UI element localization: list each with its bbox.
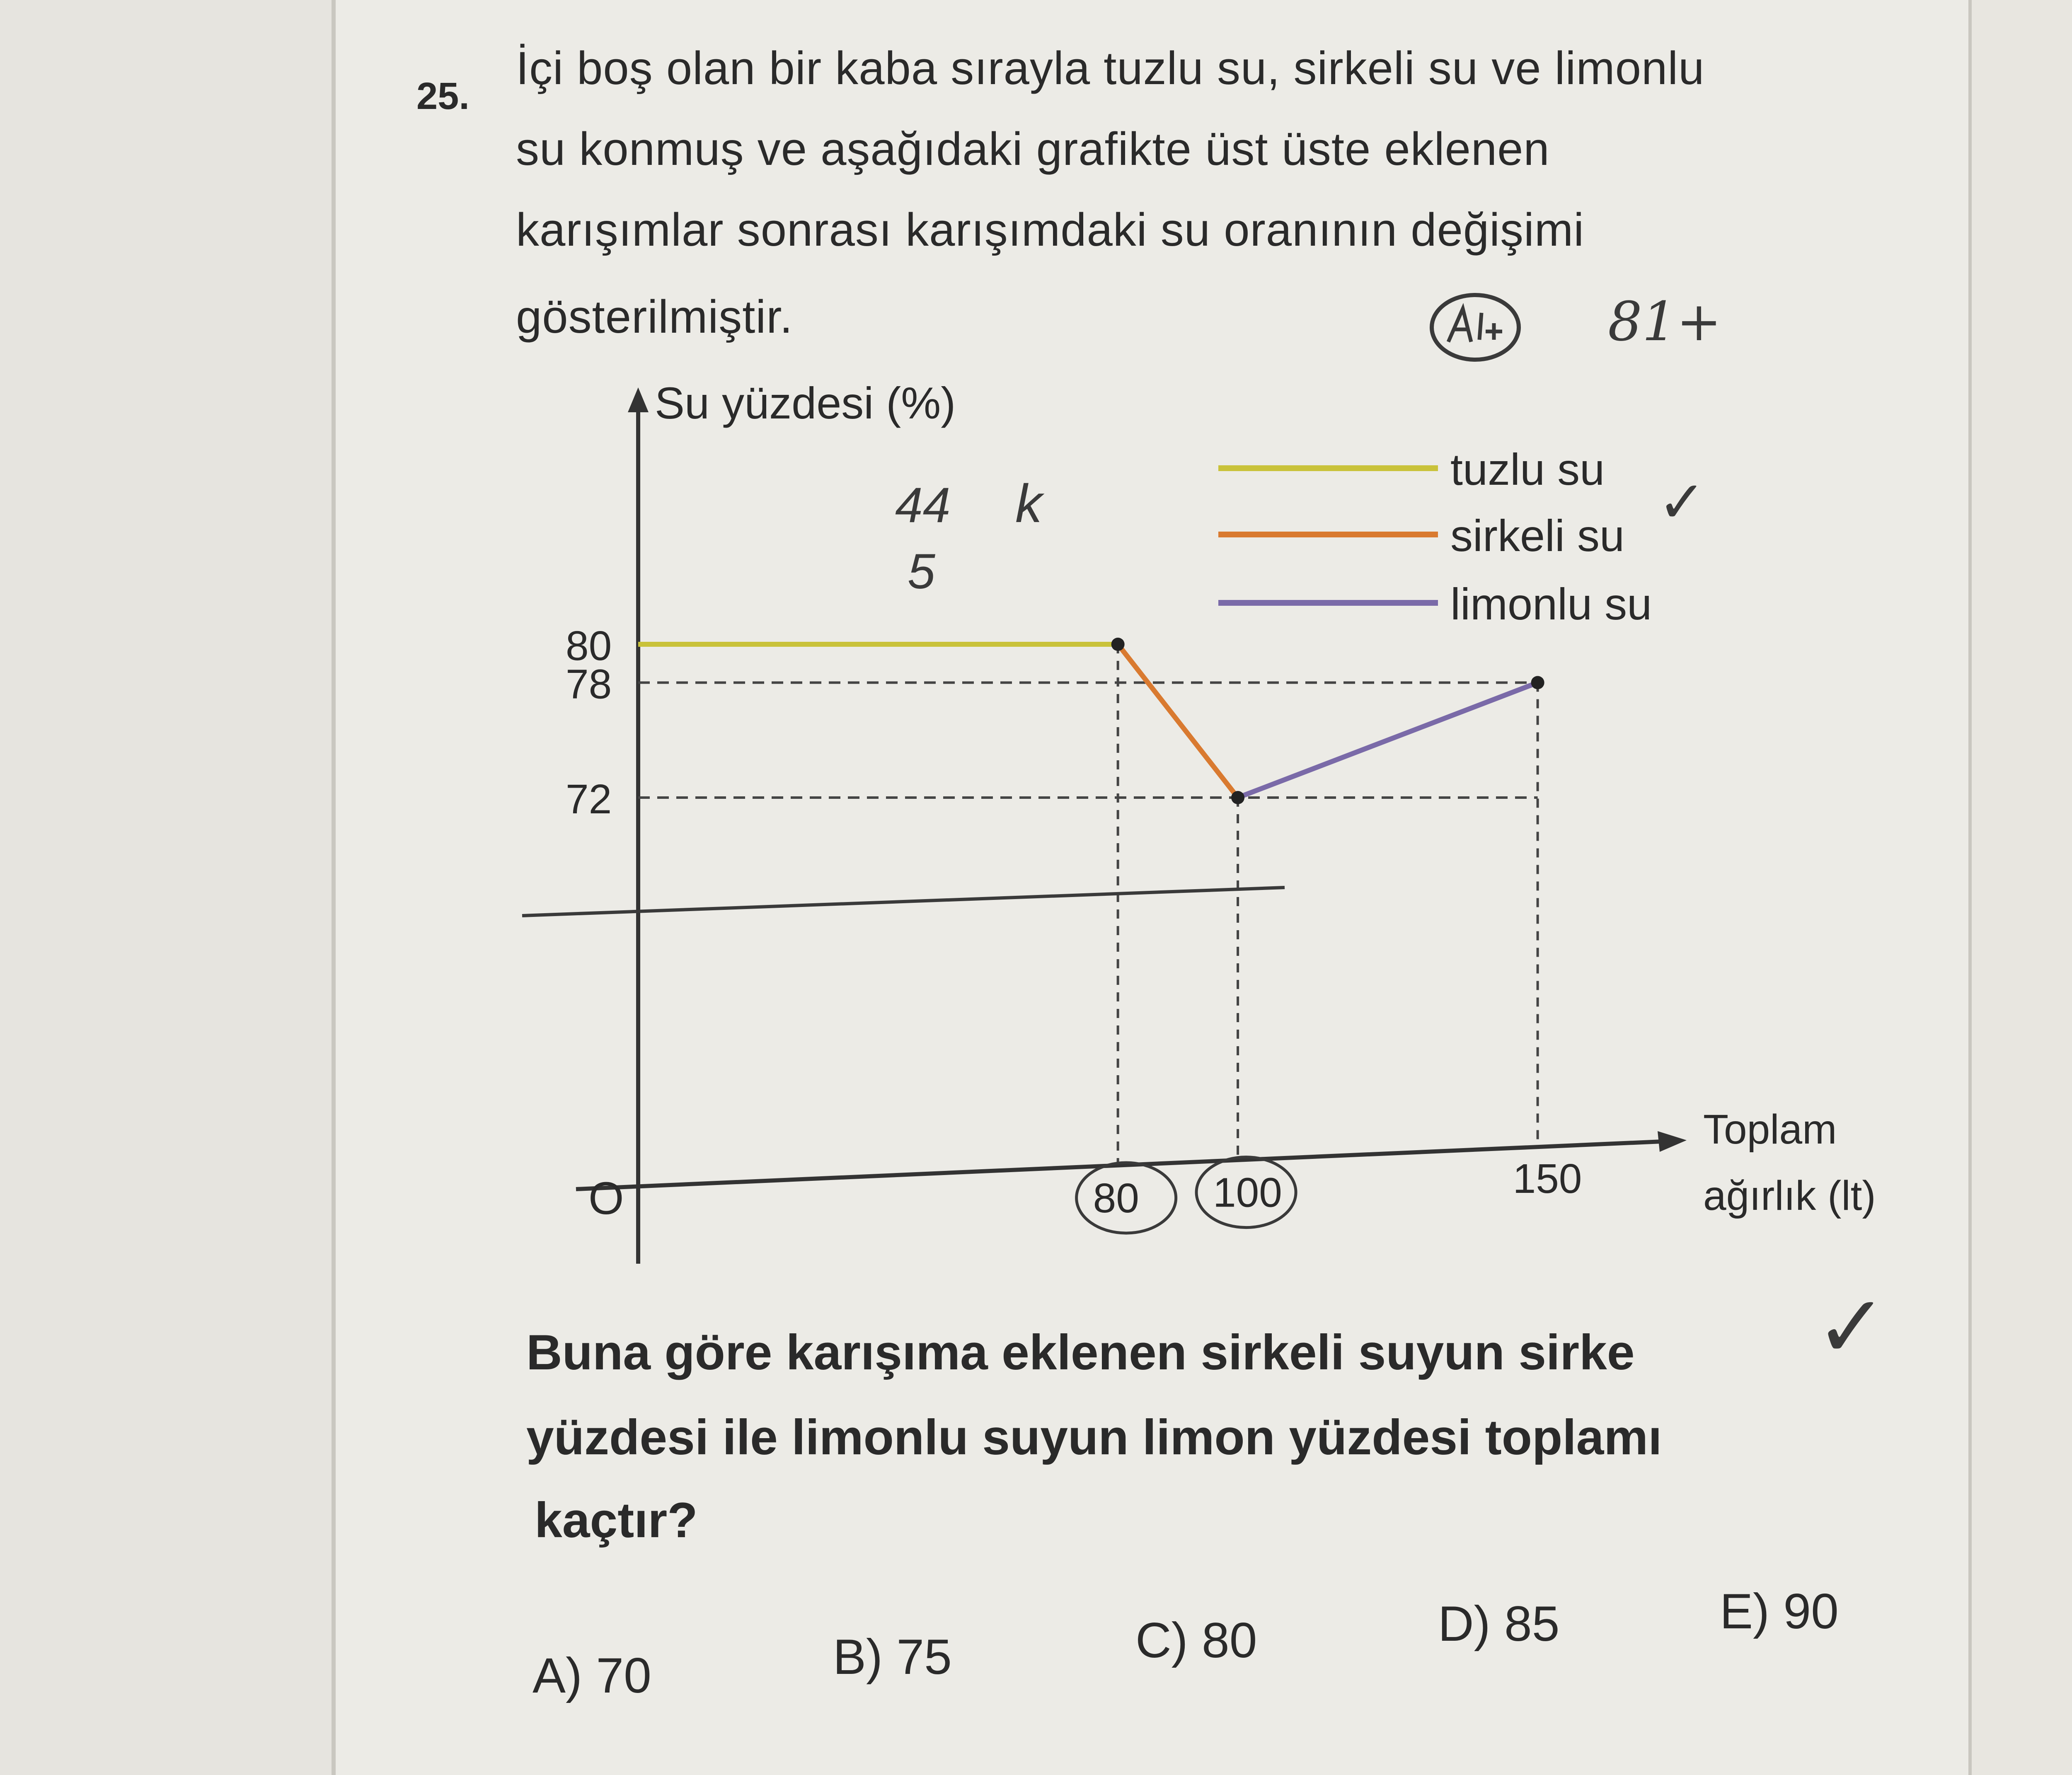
question-number: 25. [416, 75, 470, 117]
question-line-3: karışımlar sonrası karışımdaki su oranının değişimi [516, 204, 1585, 256]
data-series [638, 638, 1544, 804]
option-d[interactable]: D) 85 [1438, 1596, 1560, 1652]
check-mark-prompt: ✓ [1815, 1276, 1888, 1378]
legend-label-tuzlu: tuzlu su [1450, 444, 1605, 494]
option-b[interactable]: B) 75 [833, 1629, 952, 1685]
question-line-2: su konmuş ve aşağıdaki grafikte üst üste eklenen [516, 123, 1550, 175]
x-axis-arrow-icon [1658, 1131, 1687, 1152]
question-line-4: gösterilmiştir. [516, 291, 793, 343]
x-tick-100: 100 [1213, 1169, 1282, 1216]
handwritten-note-k: k [1015, 473, 1042, 534]
prompt-line-2: yüzdesi ile limonlu suyun limon yüzdesi toplamı [526, 1410, 1662, 1465]
handwritten-circle-icon [1426, 290, 1525, 365]
option-c[interactable]: C) 80 [1135, 1613, 1257, 1668]
y-axis-label: Su yüzdesi (%) [655, 378, 956, 428]
water-percentage-chart [477, 365, 1927, 1297]
x-axis-label-line-2: ağırlık (lt) [1703, 1173, 1876, 1219]
guide-lines [638, 644, 1538, 1163]
question-line-1: İçi boş olan bir kaba sırayla tuzlu su, sirkeli su ve limonlu [516, 42, 1705, 94]
check-mark-legend: ✓ [1658, 469, 1706, 534]
data-point-2 [1531, 676, 1544, 689]
data-point-1 [1231, 791, 1244, 804]
series-line-1 [1118, 644, 1238, 798]
x-tick-150: 150 [1513, 1155, 1582, 1202]
y-tick-78: 78 [566, 661, 612, 708]
data-point-0 [1111, 638, 1125, 651]
y-tick-72: 72 [566, 776, 612, 822]
series-line-2 [1238, 683, 1538, 798]
handwritten-sum-note: 81+ [1608, 290, 1722, 353]
option-a[interactable]: A) 70 [533, 1648, 651, 1703]
legend-label-sirkeli: sirkeli su [1450, 510, 1625, 561]
y-tick-80: 80 [566, 623, 612, 669]
handwritten-note-5: 5 [908, 544, 935, 599]
prompt-line-1: Buna göre karışıma eklenen sirkeli suyun sirke [526, 1325, 1635, 1380]
option-e[interactable]: E) 90 [1720, 1584, 1839, 1639]
x-axis-label-line-1: Toplam [1703, 1106, 1837, 1153]
x-tick-80: 80 [1093, 1175, 1139, 1222]
handwritten-note-44: 44 [895, 477, 951, 533]
legend-label-limonlu: limonlu su [1450, 579, 1652, 629]
y-axis-arrow-icon [628, 387, 649, 412]
prompt-line-3: kaçtır? [535, 1492, 698, 1548]
origin-label: O [588, 1173, 624, 1224]
legend [1218, 444, 1652, 629]
left-page-edge [0, 0, 336, 1775]
right-page-edge [1968, 0, 2072, 1775]
tick-labels [566, 623, 1582, 1233]
